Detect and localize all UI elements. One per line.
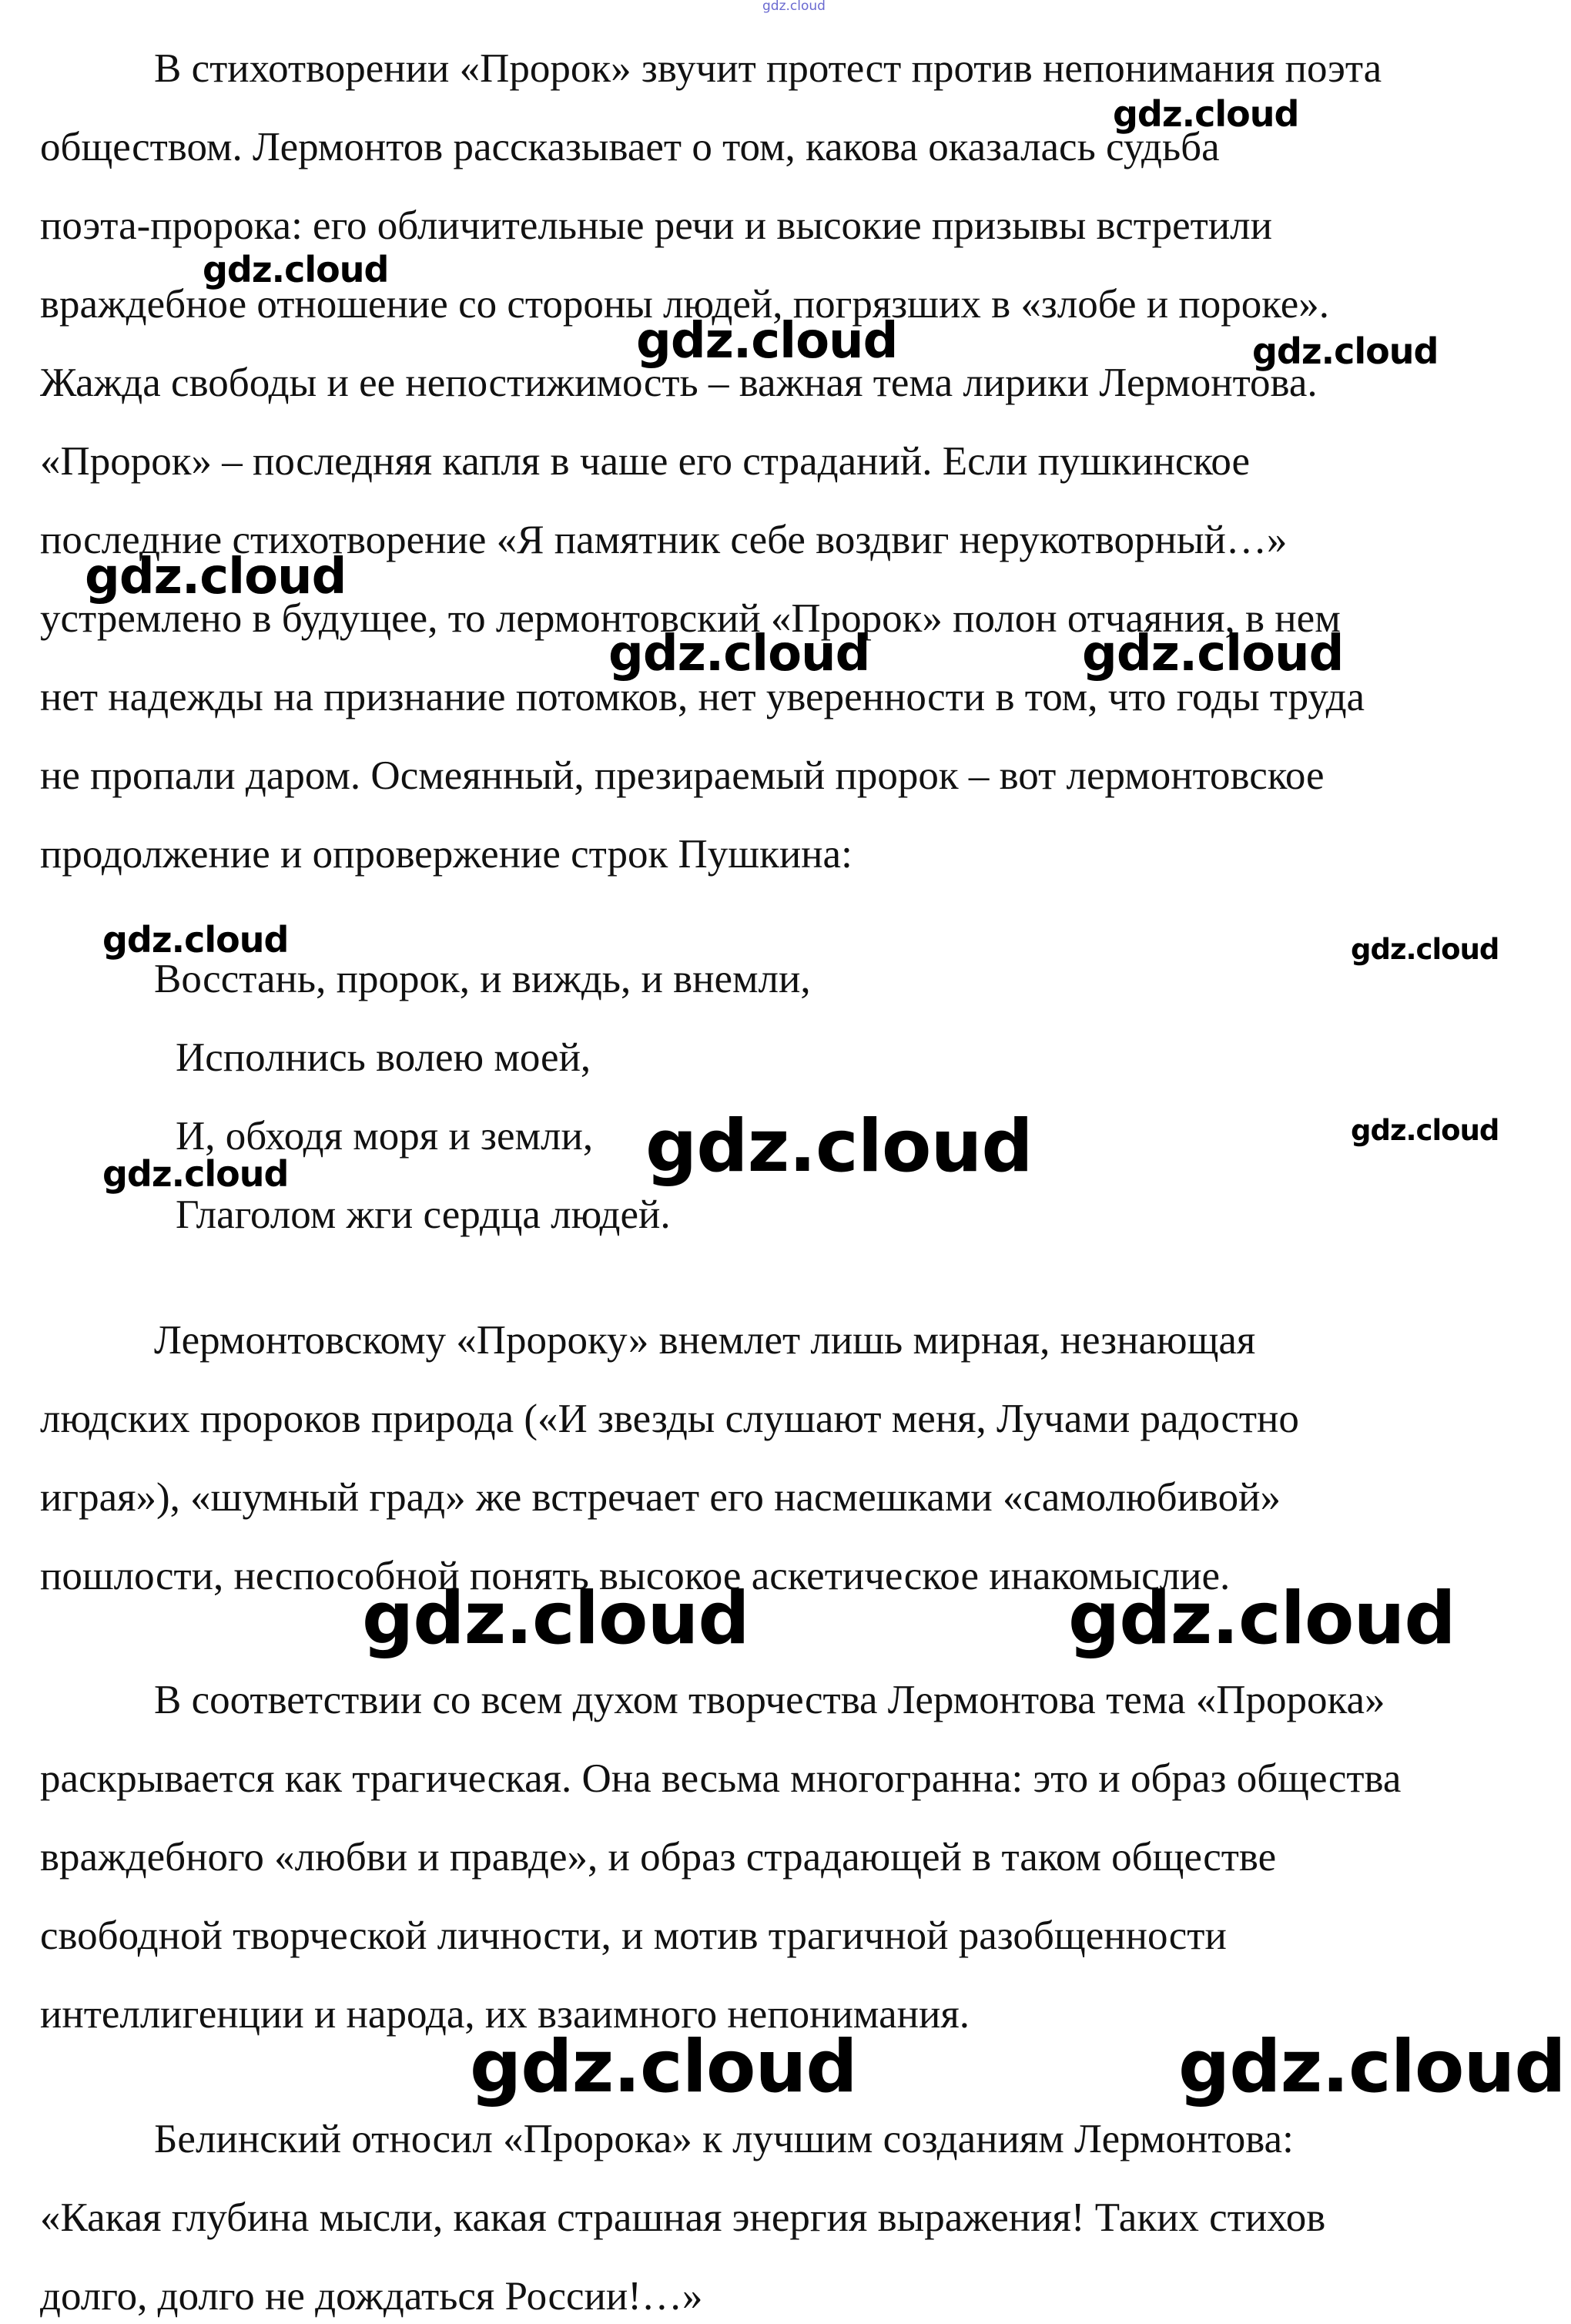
watermark: gdz.cloud [636,313,898,370]
poem-line: И, обходя моря и земли, [176,1114,594,1159]
watermark: gdz.cloud [1068,1577,1455,1661]
text-line: играя»), «шумный град» же встречает его насмешками «самолюбивой» [40,1475,1281,1520]
poem-line: Восстань, пророк, и виждь, и внемли, [154,957,811,1001]
text-line: обществом. Лермонтов рассказывает о том, какова оказалась судьба [40,125,1220,169]
text-line: В соответствии со всем духом творчества Лермонтова тема «Пророка» [154,1678,1385,1722]
text-line: поэта-пророка: его обличительные речи и высокие призывы встретили [40,203,1272,248]
watermark: gdz.cloud [1178,2025,1566,2109]
text-line: нет надежды на признание потомков, нет уверенности в том, что годы труда [40,675,1365,719]
text-line: свободной творческой личности, и мотив трагичной разобщенности [40,1913,1227,1958]
watermark: gdz.cloud [85,548,347,605]
watermark: gdz.cloud [1351,1114,1499,1147]
poem-line: Исполнись волею моей, [176,1035,591,1080]
text-line: пошлости, неспособной понять высокое аскетическое инакомыслие. [40,1554,1231,1598]
watermark: gdz.cloud [470,2025,857,2109]
watermark: gdz.cloud [203,249,389,290]
watermark: gdz.cloud [102,1153,289,1195]
watermark: gdz.cloud [1113,93,1299,135]
text-line: «Какая глубина мысли, какая страшная энергия выражения! Таких стихов [40,2195,1326,2240]
poem-line: Глаголом жги сердца людей. [176,1192,671,1237]
watermark: gdz.cloud [362,1577,749,1661]
watermark: gdz.cloud [608,625,870,682]
text-line: враждебного «любви и правде», и образ страдающей в таком обществе [40,1835,1277,1880]
text-line: «Пророк» – последняя капля в чаше его страданий. Если пушкинское [40,439,1251,484]
watermark: gdz.cloud [1082,625,1344,682]
watermark: gdz.cloud [102,919,289,961]
watermark: gdz.cloud [1252,330,1439,372]
text-line: долго, долго не дождаться России!…» [40,2274,703,2319]
watermark: gdz.cloud [645,1105,1033,1189]
text-line: не пропали даром. Осмеянный, презираемый пророк – вот лермонтовское [40,753,1325,798]
text-line: интеллигенции и народа, их взаимного непонимания. [40,1992,970,2037]
text-line: Жажда свободы и ее непостижимость – важная тема лирики Лермонтова. [40,361,1318,405]
text-line: раскрывается как трагическая. Она весьма многогранна: это и образ общества [40,1756,1402,1801]
text-line: Белинский относил «Пророка» к лучшим созданиям Лермонтова: [154,2117,1294,2161]
watermark: gdz.cloud [1351,933,1499,966]
text-line: Лермонтовскому «Пророку» внемлет лишь мирная, незнающая [154,1318,1256,1363]
text-line: враждебное отношение со стороны людей, погрязших в «злобе и пороке». [40,282,1329,327]
text-line: людских пророков природа («И звезды слушают меня, Лучами радостно [40,1397,1299,1441]
text-line: последние стихотворение «Я памятник себе воздвиг нерукотворный…» [40,518,1288,562]
text-line: устремлено в будущее, то лермонтовский «Пророк» полон отчаяния, в нем [40,596,1341,641]
text-line: продолжение и опровержение строк Пушкина: [40,832,852,877]
watermark-top: gdz.cloud [762,0,826,14]
text-line: В стихотворении «Пророк» звучит протест против непонимания поэта [154,46,1382,91]
